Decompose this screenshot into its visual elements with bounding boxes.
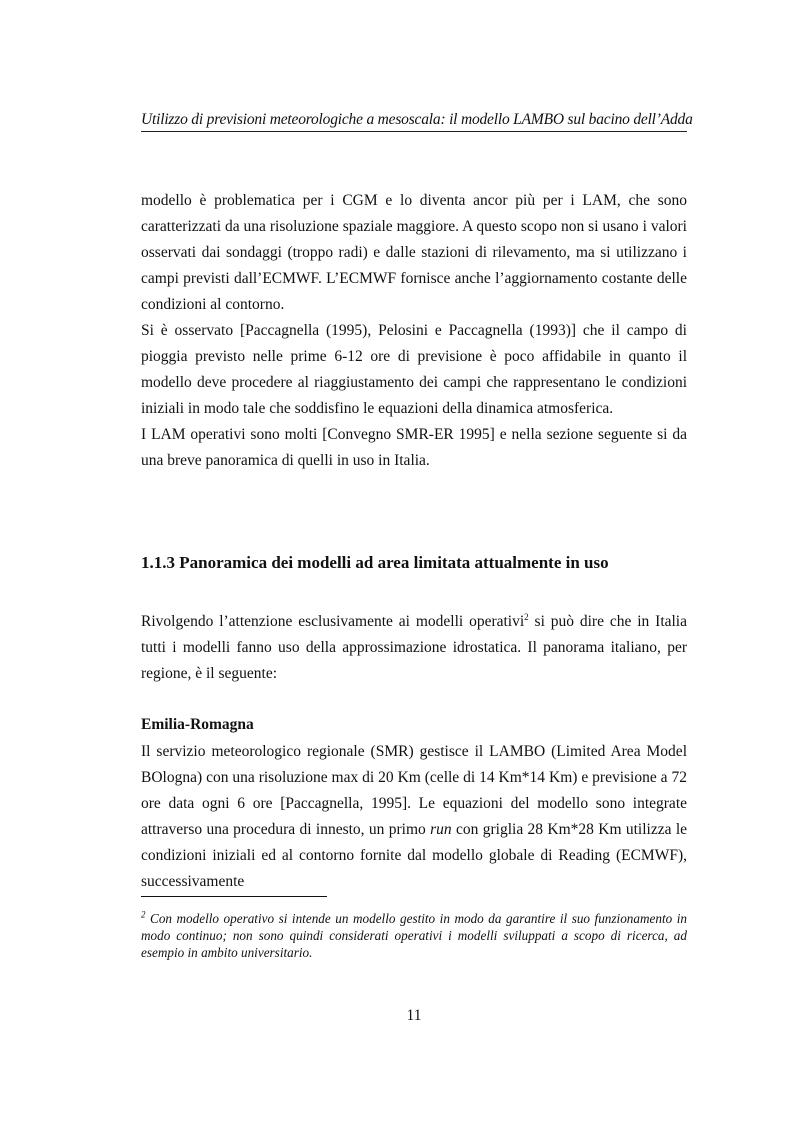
- run-term: run: [430, 821, 452, 838]
- footnote-separator: [141, 896, 327, 897]
- continuation-text-block: [141, 188, 687, 474]
- page-number: 11: [406, 1007, 422, 1024]
- intro-text-start: Rivolgendo l’attenzione esclusivamente ai modelli operativi: [141, 613, 525, 630]
- footnote-reference: 2: [524, 611, 529, 622]
- paragraph-intro: [141, 609, 687, 687]
- header-rule: [141, 131, 687, 132]
- footnote-text: Con modello operativo si intende un modello gestito in modo da garantire il suo funzionamento in modo continuo; non sono quindi considerati operativi i modelli sviluppati a scopo di ricerca, ad esempio in ambito universitario.: [141, 911, 687, 960]
- running-header: Utilizzo di previsioni meteorologiche a mesoscala: il modello LAMBO sul bacino dell’Adda: [141, 111, 693, 128]
- region-text-block: [141, 739, 687, 895]
- paragraph-lam-operativi: I LAM operativi sono molti [Convegno SMR-ER 1995] e nella sezione seguente si da una breve panoramica di quelli in uso in Italia.: [141, 426, 687, 469]
- region-text-end: con griglia 28 Km*28 Km utilizza le condizioni iniziali ed al contorno fornite dal modello globale di Reading (ECMWF), successivamente: [141, 821, 688, 890]
- paragraph-paccagnella: Si è osservato [Paccagnella (1995), Pelosini e Paccagnella (1993)] che il campo di pioggia previsto nelle prime 6-12 ore di previsione è poco affidabile in quanto il modello deve procedere al riaggiustamento dei campi che rappresentano le condizioni iniziali in modo tale che soddisfino le equazioni della dinamica atmosferica.: [141, 322, 687, 417]
- intro-text-end: si può dire che in Italia tutti i modelli fanno uso della approssimazione idrostatica. Il panorama italiano, per regione, è il seguente:: [141, 613, 687, 682]
- intro-text-block: [141, 609, 687, 687]
- paragraph-emilia-romagna: [141, 739, 687, 895]
- paragraph-continuation: modello è problematica per i CGM e lo diventa ancor più per i LAM, che sono caratterizzati da una risoluzione spaziale maggiore. A questo scopo non si usano i valori osservati dai sondaggi (troppo radi) e dalle stazioni di rilevamento, ma si utilizzano i campi previsti dall’ECMWF. L’ECMWF fornisce anche l’aggiornamento costante delle condizioni al contorno.: [141, 192, 687, 313]
- footnote: [141, 910, 687, 961]
- footnote-marker: 2: [141, 909, 146, 920]
- section-heading: 1.1.3 Panoramica dei modelli ad area limitata attualmente in uso: [141, 553, 609, 572]
- region-heading: Emilia-Romagna: [141, 716, 254, 733]
- region-text-start: Il servizio meteorologico regionale (SMR) gestisce il LAMBO (Limited Area Model BOlogna) con una risoluzione max di 20 Km (celle di 14 Km*14 Km) e previsione a 72 ore data ogni 6 ore [Paccagnella, 1995]. Le equazioni del modello sono integrate attraverso una procedura di innesto, un primo: [141, 743, 687, 838]
